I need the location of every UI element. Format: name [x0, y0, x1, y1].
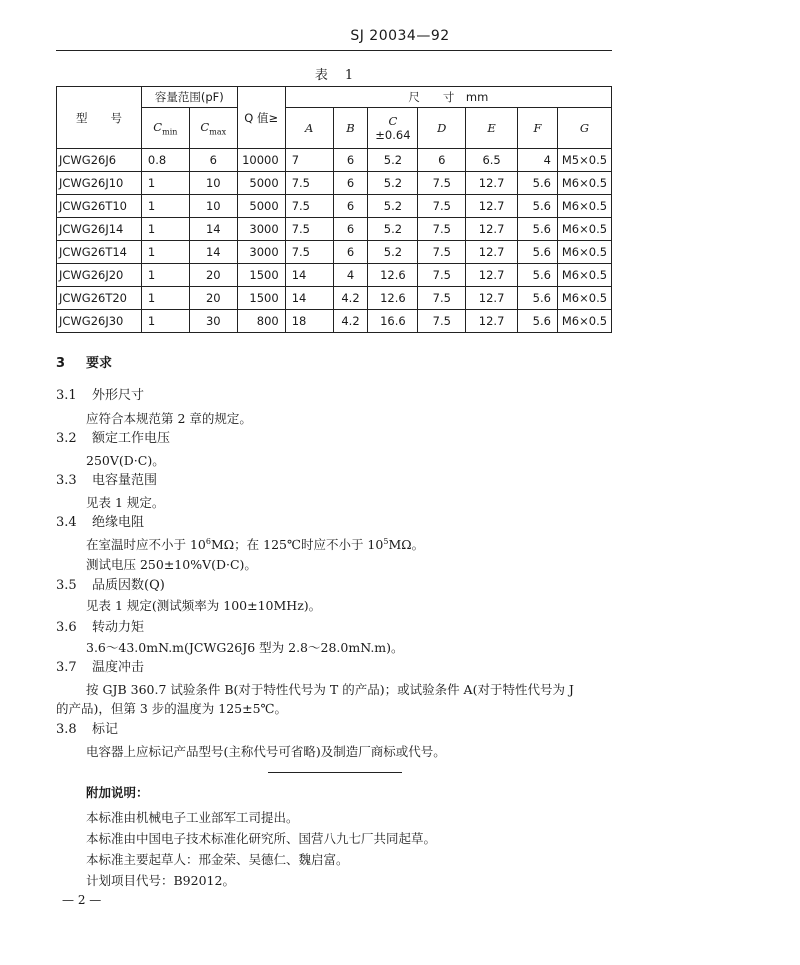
cell-f: 5.6: [518, 310, 558, 333]
col-header-cmin: $C_{min}$: [141, 108, 189, 149]
cell-model: JCWG26J20: [57, 264, 142, 287]
cell-d: 7.5: [418, 264, 466, 287]
requirement-text: 见表 1 规定。: [86, 495, 165, 510]
cell-e: 12.7: [466, 241, 518, 264]
col-header-f: F: [518, 108, 558, 149]
col-header-q: Q 值≥: [237, 87, 285, 149]
cell-g: M6×0.5: [557, 218, 611, 241]
requirement-heading: 3.1 外形尺寸: [56, 388, 145, 403]
cell-cmin: 1: [141, 172, 189, 195]
requirement-text: 测试电压 250±10%V(D·C)。: [86, 557, 257, 572]
cell-a: 7.5: [285, 241, 333, 264]
requirement-text: 见表 1 规定(测试频率为 100±10MHz)。: [86, 598, 322, 613]
document-code: SJ 20034—92: [350, 28, 450, 44]
table-row: [57, 149, 612, 172]
cell-cmin: 1: [141, 218, 189, 241]
cell-model: JCWG26T20: [57, 287, 142, 310]
note-line: 本标准由机械电子工业部军工司提出。: [86, 810, 299, 825]
col-header-dims: 尺 寸 mm: [285, 87, 611, 108]
cell-cmax: 20: [189, 264, 237, 287]
requirement-text: 应符合本规范第 2 章的规定。: [86, 411, 252, 426]
cell-model: JCWG26J6: [57, 149, 142, 172]
table-caption: 表 1: [314, 68, 356, 83]
cell-q: 3000: [237, 218, 285, 241]
cell-c: 12.6: [368, 287, 418, 310]
cell-cmax: 10: [189, 172, 237, 195]
cell-b: 4.2: [333, 287, 368, 310]
col-header-cap-range: 容量范围(pF): [141, 87, 237, 108]
cell-e: 6.5: [466, 149, 518, 172]
cell-b: 6: [333, 195, 368, 218]
table-row: [57, 241, 612, 264]
requirement-text: 的产品)，但第 3 步的温度为 125±5℃。: [56, 701, 288, 716]
table-row: [57, 172, 612, 195]
requirement-heading: 3.4 绝缘电阻: [56, 515, 145, 530]
cell-a: 7.5: [285, 172, 333, 195]
cell-d: 7.5: [418, 172, 466, 195]
cell-cmin: 1: [141, 241, 189, 264]
table-row: [57, 264, 612, 287]
requirement-text: 3.6～43.0mN.m(JCWG26J6 型为 2.8～28.0mN.m)。: [86, 640, 404, 655]
cell-cmax: 14: [189, 218, 237, 241]
cell-q: 10000: [237, 149, 285, 172]
requirement-heading: 3.5 品质因数(Q): [56, 578, 165, 593]
cell-a: 14: [285, 264, 333, 287]
requirement-text: 250V(D·C)。: [86, 453, 165, 468]
cell-c: 5.2: [368, 241, 418, 264]
cell-f: 5.6: [518, 241, 558, 264]
col-header-model: 型 号: [57, 87, 142, 149]
cell-e: 12.7: [466, 195, 518, 218]
requirement-heading: 3.2 额定工作电压: [56, 431, 171, 446]
cell-c: 5.2: [368, 218, 418, 241]
header-rule: [56, 50, 612, 51]
spec-table-body: [57, 149, 612, 333]
cell-cmax: 10: [189, 195, 237, 218]
requirement-heading: 3.7 温度冲击: [56, 660, 145, 675]
cell-f: 5.6: [518, 195, 558, 218]
cell-a: 14: [285, 287, 333, 310]
cell-cmax: 20: [189, 287, 237, 310]
col-header-e: E: [466, 108, 518, 149]
cell-model: JCWG26J14: [57, 218, 142, 241]
cell-cmin: 1: [141, 195, 189, 218]
col-header-cmax: $C_{max}$: [189, 108, 237, 149]
requirement-text: 在室温时应不小于 $10^6M\Omega$；在 125℃时应不小于 $10^5M\Omega$。: [86, 536, 425, 552]
cell-q: 5000: [237, 195, 285, 218]
cell-e: 12.7: [466, 310, 518, 333]
cell-q: 1500: [237, 287, 285, 310]
cell-g: M5×0.5: [557, 149, 611, 172]
table-row: [57, 218, 612, 241]
table-row: [57, 287, 612, 310]
requirement-text: 按 GJB 360.7 试验条件 B(对于特性代号为 T 的产品)；或试验条件 A(对于特性代号为 J: [86, 682, 574, 697]
note-line: 计划项目代号：B92012。: [86, 873, 235, 888]
cell-b: 4: [333, 264, 368, 287]
cell-a: 7.5: [285, 218, 333, 241]
section-3-heading: 3 要求: [56, 356, 113, 371]
table-row: [57, 310, 612, 333]
cell-cmax: 6: [189, 149, 237, 172]
cell-q: 5000: [237, 172, 285, 195]
cell-model: JCWG26J30: [57, 310, 142, 333]
cell-model: JCWG26T10: [57, 195, 142, 218]
cell-e: 12.7: [466, 218, 518, 241]
cell-model: JCWG26J10: [57, 172, 142, 195]
cell-q: 1500: [237, 264, 285, 287]
cell-d: 6: [418, 149, 466, 172]
cell-b: 6: [333, 241, 368, 264]
cell-g: M6×0.5: [557, 241, 611, 264]
cell-f: 5.6: [518, 264, 558, 287]
cell-cmin: 0.8: [141, 149, 189, 172]
note-line: 本标准由中国电子技术标准化研究所、国营八九七厂共同起草。: [86, 831, 437, 846]
cell-b: 6: [333, 172, 368, 195]
col-header-g: G: [557, 108, 611, 149]
cell-f: 5.6: [518, 218, 558, 241]
cell-b: 6: [333, 149, 368, 172]
col-header-a: A: [285, 108, 333, 149]
requirement-text: 电容器上应标记产品型号(主称代号可省略)及制造厂商标或代号。: [86, 744, 446, 759]
notes-title: 附加说明：: [86, 785, 149, 800]
col-header-c: C ±0.64: [368, 108, 418, 149]
table-row: [57, 195, 612, 218]
cell-c: 5.2: [368, 172, 418, 195]
cell-cmax: 30: [189, 310, 237, 333]
cell-a: 18: [285, 310, 333, 333]
requirement-heading: 3.3 电容量范围: [56, 473, 158, 488]
col-header-b: B: [333, 108, 368, 149]
cell-e: 12.7: [466, 172, 518, 195]
cell-b: 4.2: [333, 310, 368, 333]
note-line: 本标准主要起草人：邢金荣、吴德仁、魏启富。: [86, 852, 349, 867]
cell-b: 6: [333, 218, 368, 241]
page-number: — 2 —: [62, 893, 102, 907]
cell-g: M6×0.5: [557, 264, 611, 287]
separator-rule: [268, 772, 402, 773]
requirement-heading: 3.6 转动力矩: [56, 620, 145, 635]
requirement-heading: 3.8 标记: [56, 722, 119, 737]
cell-c: 5.2: [368, 149, 418, 172]
cell-g: M6×0.5: [557, 172, 611, 195]
cell-f: 4: [518, 149, 558, 172]
cell-model: JCWG26T14: [57, 241, 142, 264]
cell-e: 12.7: [466, 287, 518, 310]
cell-d: 7.5: [418, 195, 466, 218]
cell-e: 12.7: [466, 264, 518, 287]
cell-g: M6×0.5: [557, 287, 611, 310]
cell-q: 800: [237, 310, 285, 333]
cell-cmax: 14: [189, 241, 237, 264]
cell-cmin: 1: [141, 264, 189, 287]
col-header-d: D: [418, 108, 466, 149]
cell-d: 7.5: [418, 218, 466, 241]
spec-table: [56, 86, 612, 333]
cell-q: 3000: [237, 241, 285, 264]
cell-a: 7.5: [285, 195, 333, 218]
cell-c: 16.6: [368, 310, 418, 333]
cell-cmin: 1: [141, 310, 189, 333]
cell-c: 12.6: [368, 264, 418, 287]
cell-d: 7.5: [418, 287, 466, 310]
cell-d: 7.5: [418, 241, 466, 264]
cell-g: M6×0.5: [557, 195, 611, 218]
cell-c: 5.2: [368, 195, 418, 218]
cell-cmin: 1: [141, 287, 189, 310]
cell-f: 5.6: [518, 287, 558, 310]
cell-d: 7.5: [418, 310, 466, 333]
cell-a: 7: [285, 149, 333, 172]
cell-f: 5.6: [518, 172, 558, 195]
cell-g: M6×0.5: [557, 310, 611, 333]
